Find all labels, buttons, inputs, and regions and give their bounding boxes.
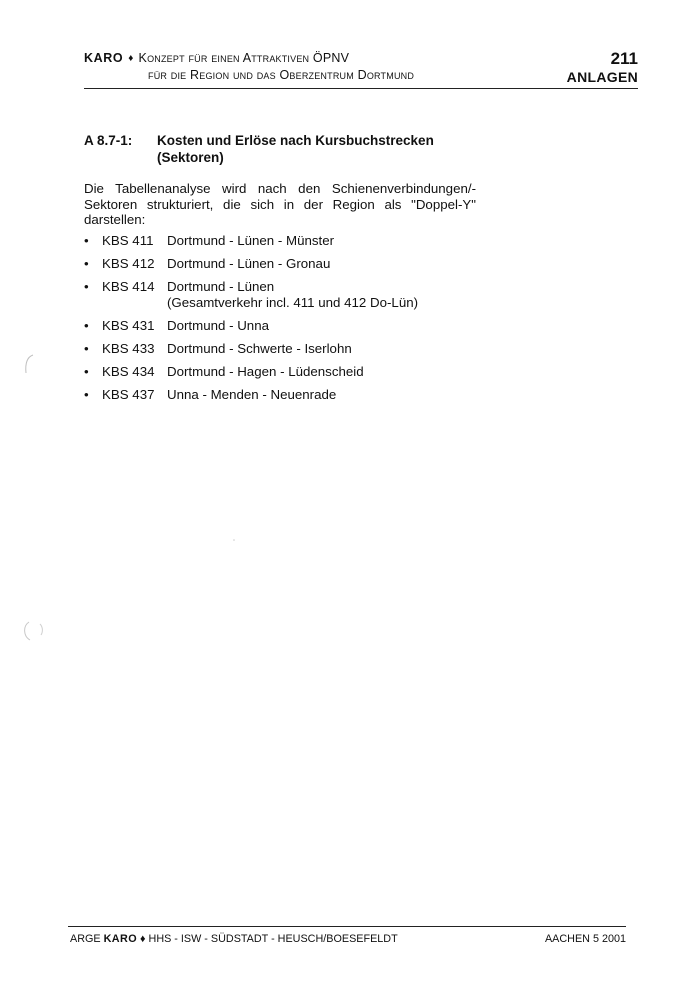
route-code: KBS 431	[102, 318, 155, 333]
scan-mark-icon	[20, 352, 36, 376]
route-code: KBS 437	[102, 387, 155, 402]
header-title-line-1: Konzept für einen Attraktiven ÖPNV	[138, 51, 350, 65]
bullet-icon: •	[84, 341, 89, 356]
route-list-item	[84, 233, 504, 256]
footer-brand: KARO	[103, 933, 137, 945]
header-page-info	[567, 50, 638, 86]
page-number: 211	[610, 49, 638, 68]
route-name: Unna - Menden - Neuenrade	[167, 387, 337, 402]
route-list	[84, 233, 504, 410]
header-diamond-icon: ♦	[128, 53, 134, 64]
route-name: Dortmund - Hagen - Lüdenscheid	[167, 364, 364, 379]
route-list-item	[84, 318, 504, 341]
intro-paragraph: Die Tabellenanalyse wird nach den Schienenverbindungen/-Sektoren strukturiert, die sich in der Region als "Doppel-Y" darstellen:	[84, 181, 476, 227]
header-divider	[84, 88, 638, 89]
header-title-block	[84, 50, 554, 83]
route-code: KBS 414	[102, 279, 155, 294]
header-line-1	[84, 50, 554, 67]
footer-date: AACHEN 5 2001	[544, 933, 626, 945]
route-code: KBS 412	[102, 256, 155, 271]
footer-diamond-icon: ♦	[140, 933, 146, 945]
page-header	[84, 50, 638, 88]
bullet-icon: •	[84, 318, 89, 333]
scan-speck-icon	[232, 538, 236, 542]
scan-mark-icon	[18, 618, 48, 644]
route-list-item	[84, 279, 504, 318]
route-name: Dortmund - Lünen - Gronau	[167, 256, 331, 271]
route-list-item	[84, 341, 504, 364]
route-list-item	[84, 387, 504, 410]
route-name: Dortmund - Lünen - Münster	[167, 233, 335, 248]
bullet-icon: •	[84, 387, 89, 402]
header-brand: KARO	[84, 51, 124, 65]
section-number: A 8.7-1:	[84, 133, 133, 148]
route-name: Dortmund - Unna	[167, 318, 269, 333]
route-code: KBS 411	[102, 233, 154, 248]
route-code: KBS 434	[102, 364, 155, 379]
section-name: ANLAGEN	[566, 69, 638, 85]
route-list-item	[84, 256, 504, 279]
bullet-icon: •	[84, 279, 89, 294]
footer-credits	[70, 932, 398, 946]
section-title: Kosten und Erlöse nach Kursbuchstrecken (Sektoren)	[157, 133, 434, 165]
footer-prefix: ARGE	[70, 933, 101, 945]
bullet-icon: •	[84, 256, 89, 271]
footer-partners: HHS - ISW - SÜDSTADT - HEUSCH/BOESEFELDT	[148, 933, 398, 945]
route-note: (Gesamtverkehr incl. 411 und 412 Do-Lün)	[167, 294, 419, 310]
route-name: Dortmund - Schwerte - Iserlohn	[167, 341, 352, 356]
footer-divider	[68, 926, 626, 927]
bullet-icon: •	[84, 364, 89, 379]
route-name: Dortmund - Lünen	[167, 279, 275, 294]
route-list-item	[84, 364, 504, 387]
bullet-icon: •	[84, 233, 89, 248]
route-code: KBS 433	[102, 341, 155, 356]
header-title-line-2: für die Region und das Oberzentrum Dortmund	[148, 68, 415, 82]
